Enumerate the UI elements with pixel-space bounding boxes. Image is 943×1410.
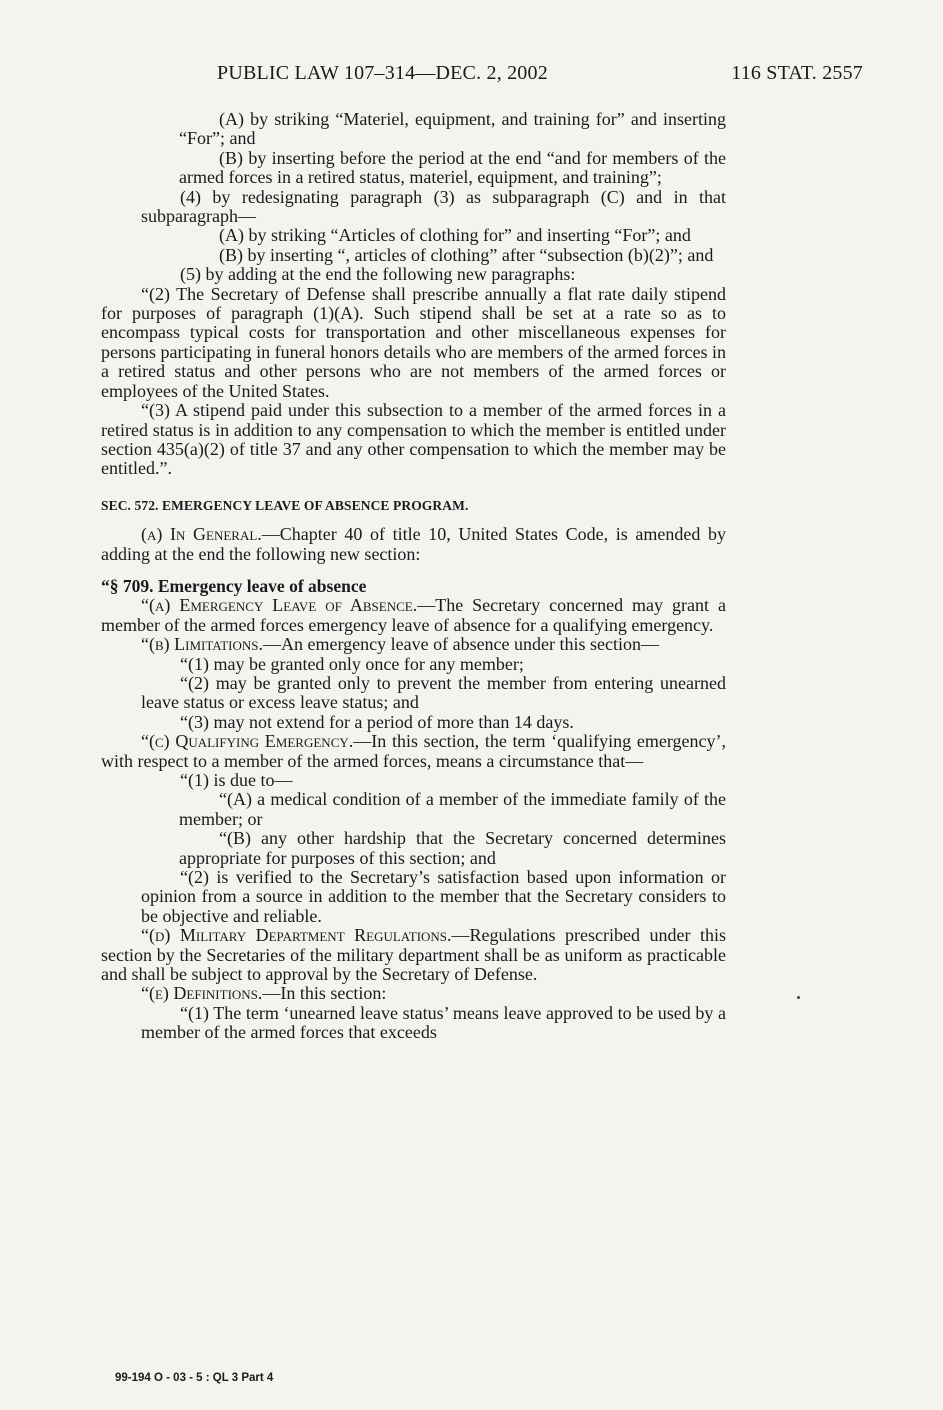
paragraph: “(1) is due to— — [180, 770, 293, 790]
subsection-heading: “(e) Definitions. — [141, 983, 263, 1004]
subsection-heading: “(c) Qualifying Emergency. — [141, 731, 354, 752]
paragraph: “(2) is verified to the Secretary’s satisfaction based upon information or opinion from a source in addition to the member that the Secretary considers to be objective and reliable. — [141, 867, 726, 926]
paragraph — [101, 596, 726, 635]
section-heading: SEC. 572. EMERGENCY LEAVE OF ABSENCE PROGRAM. — [101, 497, 469, 513]
paragraph: (B) by inserting “, articles of clothing” after “subsection (b)(2)”; and — [219, 244, 714, 265]
paragraph: (A) by striking “Materiel, equipment, and training for” and inserting “For”; and — [179, 109, 726, 149]
subsection-text: —The Secretary concerned may grant a member of the armed forces emergency leave of absence for a qualifying emergency. — [101, 595, 726, 635]
paragraph — [101, 635, 726, 654]
subsection-text: —In this section, the term ‘qualifying emergency’, with respect to a member of the armed forces, means a circumstance that— — [101, 731, 726, 771]
code-section-heading: “§ 709. Emergency leave of absence — [101, 575, 367, 596]
paragraph: “(2) may be granted only to prevent the member from entering unearned leave status or excess leave status; and — [141, 672, 726, 713]
paragraph: “(1) The term ‘unearned leave status’ means leave approved to be used by a member of the armed forces that exceeds — [141, 1002, 726, 1043]
subsection-heading: “(b) Limitations. — [141, 634, 263, 655]
paragraph: “(3) may not extend for a period of more than 14 days. — [180, 711, 574, 732]
paragraph: (A) by striking “Articles of clothing for” and inserting “For”; and — [219, 225, 691, 246]
paragraph — [101, 732, 726, 771]
subsection-text: —Regulations prescribed under this section by the Secretaries of the military department shall be as uniform as practicable and shall be subject to approval by the Secretary of Defense. — [101, 925, 726, 985]
paragraph — [101, 984, 726, 1003]
subsection-text: —In this section: — [262, 983, 387, 1004]
paragraph — [101, 926, 726, 984]
subsection-heading: (a) In General. — [141, 524, 262, 545]
paragraph: “(A) a medical condition of a member of the immediate family of the member; or — [179, 789, 726, 829]
running-title: PUBLIC LAW 107–314—DEC. 2, 2002 — [217, 62, 548, 84]
subsection-text: —An emergency leave of absence under this section— — [262, 634, 660, 655]
paragraph: “(1) may be granted only once for any member; — [180, 653, 524, 674]
paragraph: (4) by redesignating paragraph (3) as subparagraph (C) and in that subparagraph— — [141, 186, 726, 227]
paragraph: (5) by adding at the end the following new paragraphs: — [180, 264, 576, 285]
subsection-heading: “(a) Emergency Leave of Absence. — [141, 595, 418, 616]
paragraph: “(3) A stipend paid under this subsection to a member of the armed forces in a retired status is in addition to any compensation to which the member is entitled under section 435(a)(2) of title 37 and any other compensation to which the member may be entitled.”. — [101, 400, 726, 479]
page-body — [101, 110, 726, 1043]
paragraph — [101, 525, 726, 564]
paragraph: “(2) The Secretary of Defense shall prescribe annually a flat rate daily stipend for purposes of paragraph (1)(A). Such stipend shall be set at a rate so as to encompass typical costs for transportation and other miscellaneous expenses for persons participating in funeral honors details who are members of the armed forces in a retired status and other persons who are not members of the armed forces or employees of the United States. — [101, 283, 726, 401]
paragraph: “(B) any other hardship that the Secretary concerned determines appropriate for purposes of this section; and — [179, 828, 726, 868]
subsection-text: —Chapter 40 of title 10, United States Code, is amended by adding at the end the following new section: — [101, 524, 726, 564]
printing-footer: 99-194 O - 03 - 5 : QL 3 Part 4 — [115, 1372, 274, 1384]
stat-page-number: 116 STAT. 2557 — [731, 62, 863, 84]
scan-speck — [797, 996, 800, 999]
paragraph: (B) by inserting before the period at the end “and for members of the armed forces in a retired status, materiel, equipment, and training”; — [179, 147, 726, 188]
page-header — [0, 62, 943, 92]
subsection-heading: “(d) Military Department Regulations. — [141, 925, 452, 946]
